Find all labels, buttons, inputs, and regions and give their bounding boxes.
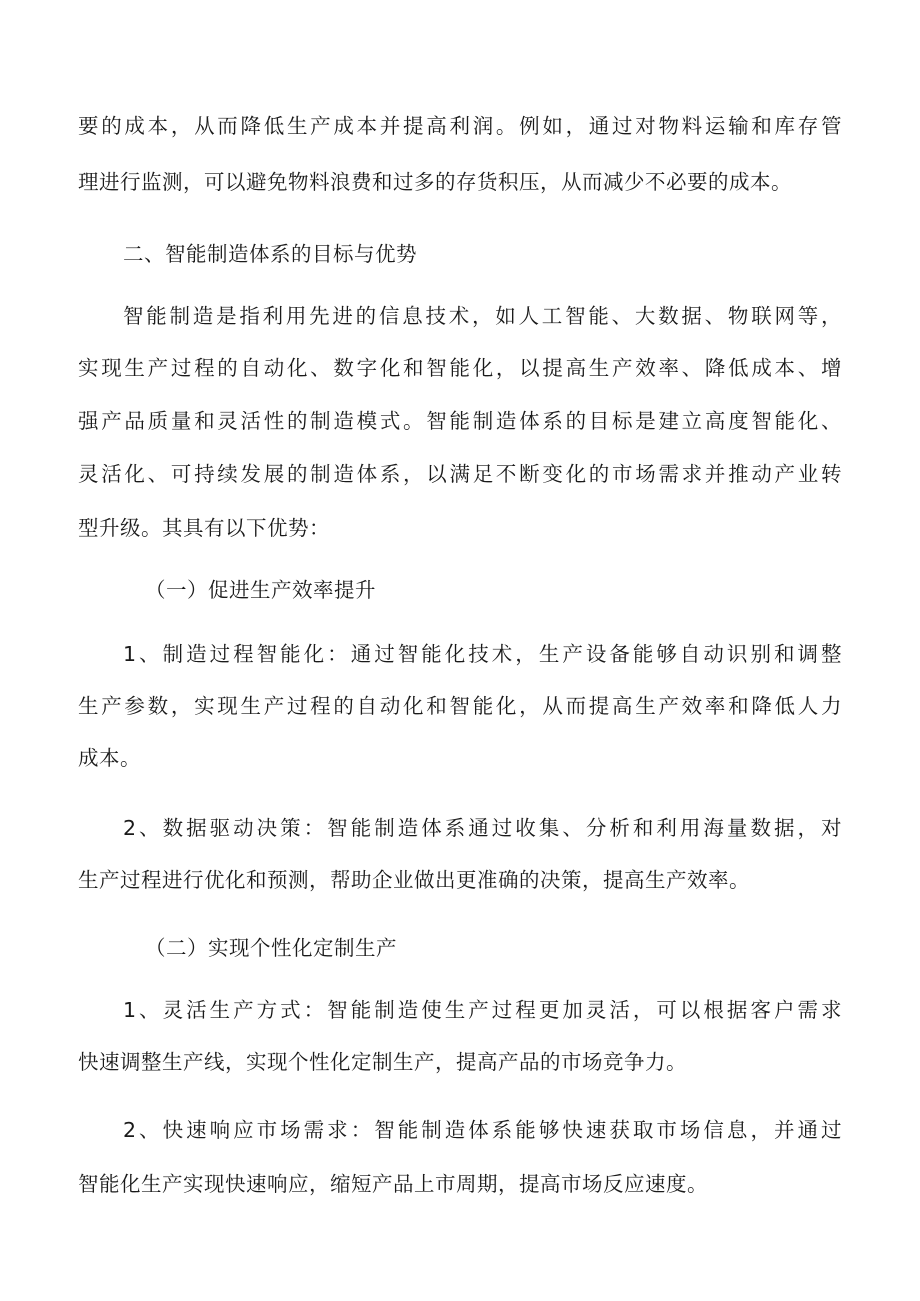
body-text-line: 智能化生产实现快速响应，缩短产品上市周期，提高市场反应速度。 [78, 1172, 708, 1196]
subsection-heading: （二）实现个性化定制生产 [145, 936, 397, 960]
body-text-line: 生产参数，实现生产过程的自动化和智能化，从而提高生产效率和降低人力 [78, 694, 842, 718]
body-text-line: 强产品质量和灵活性的制造模式。智能制造体系的目标是建立高度智能化、 [78, 409, 842, 433]
body-text-line: 2、快速响应市场需求：智能制造体系能够快速获取市场信息，并通过 [123, 1118, 842, 1142]
body-text-line: 1、灵活生产方式：智能制造使生产过程更加灵活，可以根据客户需求 [123, 998, 842, 1022]
body-text-line: 1、制造过程智能化：通过智能化技术，生产设备能够自动识别和调整 [123, 642, 842, 666]
body-text-line: 生产过程进行优化和预测，帮助企业做出更准确的决策，提高生产效率。 [78, 868, 750, 892]
body-text-line: 理进行监测，可以避免物料浪费和过多的存货积压，从而减少不必要的成本。 [78, 170, 792, 194]
subsection-heading: （一）促进生产效率提升 [145, 578, 376, 602]
body-text-line: 灵活化、可持续发展的制造体系，以满足不断变化的市场需求并推动产业转 [78, 462, 842, 486]
body-text-line: 实现生产过程的自动化、数字化和智能化，以提高生产效率、降低成本、增 [78, 356, 842, 380]
body-text-line: 智能制造是指利用先进的信息技术，如人工智能、大数据、物联网等， [123, 304, 842, 328]
body-text-line: 成本。 [78, 746, 141, 770]
body-text-line: 快速调整生产线，实现个性化定制生产，提高产品的市场竞争力。 [78, 1050, 687, 1074]
body-text-line: 2、数据驱动决策：智能制造体系通过收集、分析和利用海量数据，对 [123, 816, 842, 840]
body-text-line: 要的成本，从而降低生产成本并提高利润。例如，通过对物料运输和库存管 [78, 114, 842, 138]
section-heading: 二、智能制造体系的目标与优势 [123, 242, 417, 266]
body-text-line: 型升级。其具有以下优势： [78, 516, 330, 540]
